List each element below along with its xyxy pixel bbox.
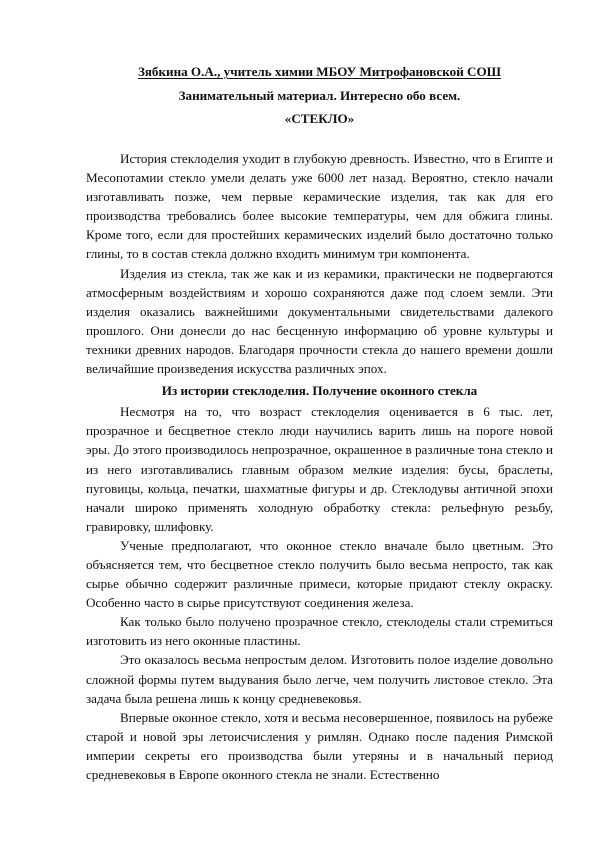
document-title: «СТЕКЛО» xyxy=(284,111,355,126)
author-line: Зябкина О.А., учитель химии МБОУ Митрофановской СОШ xyxy=(137,64,502,79)
intro-paragraph-1: История стеклоделия уходит в глубокую древность. Известно, что в Египте и Месопотамии стекло умели делать уже 6000 лет назад. Вероятно, стекло начали изготавливать позже, чем первые керамические изделия, так как для его производства требовались более высокие температуры, чем для обжига глины. Кроме того, если для простейших керамических изделий было достаточно только глины, то в состав стекла должно входить минимум три компонента. xyxy=(86,151,553,262)
section-paragraph-5: Впервые оконное стекло, хотя и весьма несовершенное, появилось на рубеже старой и новой эры летоисчисления у римлян. Однако после падения Римской империи секреты его производства были утеряны и в начальный период средневековья в Европе оконного стекла не знали. Естественно xyxy=(86,709,553,782)
section-heading: Из истории стеклоделия. Получение оконного стекла xyxy=(161,383,478,399)
document-body xyxy=(86,62,553,784)
section-paragraph-3: Как только было получено прозрачное стекло, стеклоделы стали стремиться изготовить из него оконные пластины. xyxy=(86,614,553,649)
section-paragraph-4: Это оказалось весьма непростым делом. Изготовить полое изделие довольно сложной формы путем выдувания было легче, чем получить листовое стекло. Эта задача была решена лишь к концу средневековья. xyxy=(86,652,553,706)
intro-paragraph-2: Изделия из стекла, так же как и из керамики, практически не подвергаются атмосферным воздействиям и хорошо сохраняются даже под слоем земли. Эти изделия оказались важнейшими документальными свидетельствами далекого прошлого. Они донесли до нас бесценную информацию об уровне культуры и техники древних народов. Благодаря прочности стекла до нашего времени дошли величайшие произведения искусства различных эпох. xyxy=(86,265,553,377)
section-paragraph-2: Ученые предполагают, что оконное стекло вначале было цветным. Это объясняется тем, что бесцветное стекло получить было весьма непросто, так как сырье обычно содержит различные примеси, которые придают стеклу окраску. Особенно часто в сырье присутствуют соединения железа. xyxy=(86,537,553,611)
subtitle-line: Занимательный материал. Интересно обо всем. xyxy=(178,88,461,103)
section-paragraph-1: Несмотря на то, что возраст стеклоделия оценивается в 6 тыс. лет, прозрачное и бесцветное стекло люди научились варить лишь на пороге новой эры. До этого производилось непрозрачное, окрашенное в различные тона стекло и из него изготавливались главным образом мелкие изделия: бусы, браслеты, пуговицы, кольца, печатки, шахматные фигуры и др. Стеклодувы античной эпохи начали широко применять холодную обработку стекла: рельефную резьбу, гравировку, шлифовку. xyxy=(86,404,553,534)
